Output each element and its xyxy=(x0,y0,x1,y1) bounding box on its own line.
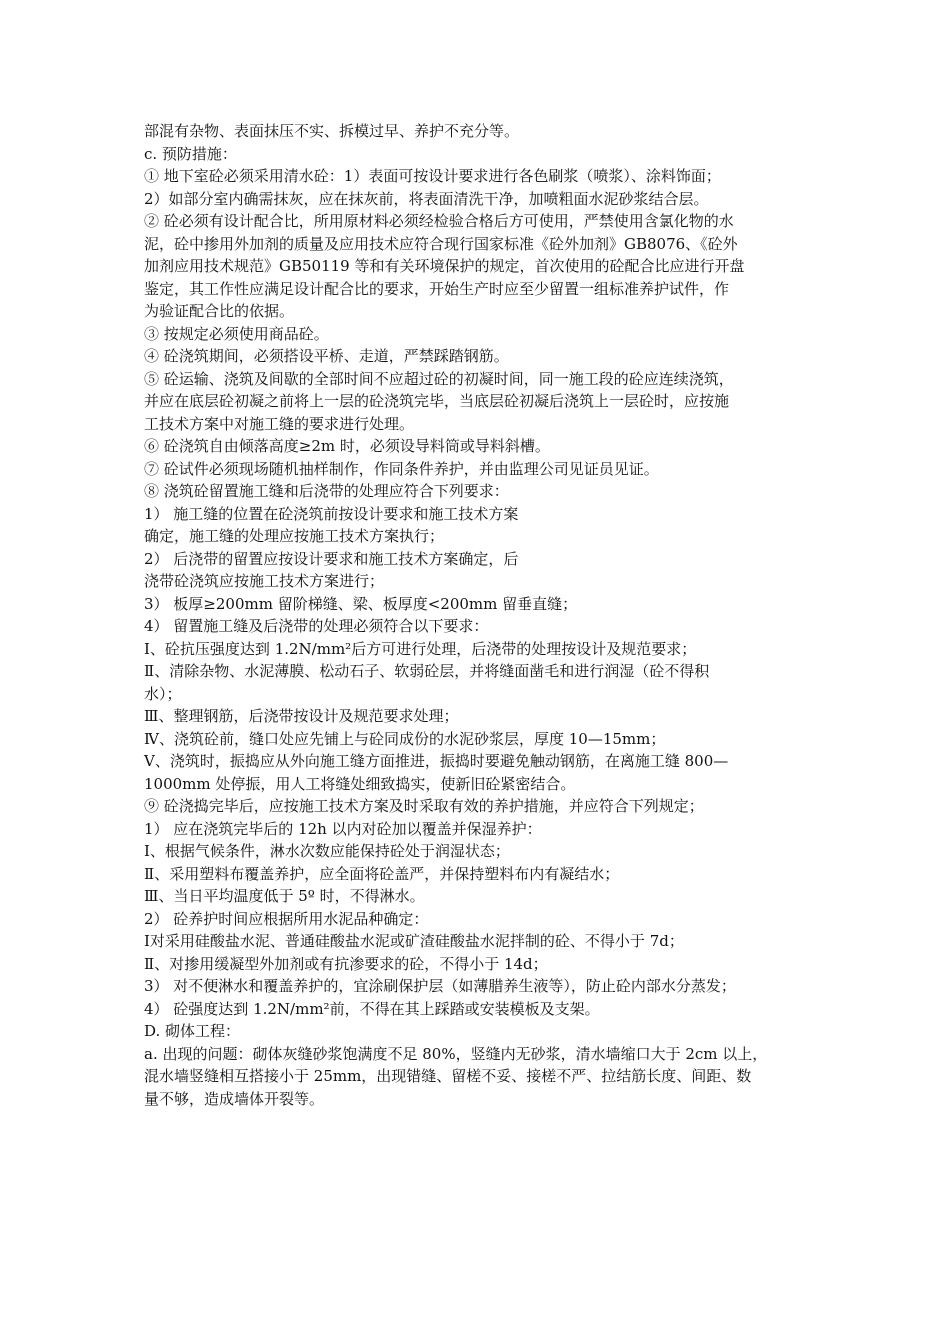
text-line: Ⅱ、对掺用缓凝型外加剂或有抗渗要求的砼，不得小于 14d； xyxy=(144,954,548,973)
text-line: 混水墙竖缝相互搭接小于 25mm，出现错缝、留槎不妥、接槎不严、拉结筋长度、间距、数 xyxy=(144,1067,752,1085)
text-line: 泥，砼中掺用外加剂的质量及应用技术应符合现行国家标准《砼外加剂》GB8076、《砼外 xyxy=(144,234,738,253)
text-line: Ⅴ、浇筑时，振捣应从外向施工缝方面推进，振捣时要避免触动钢筋，在离施工缝 800— xyxy=(144,752,729,770)
text-line: 1000mm 处停振，用人工将缝处细致捣实，使新旧砼紧密结合。 xyxy=(144,774,576,793)
text-line: Ⅲ、当日平均温度低于 5º 时，不得淋水。 xyxy=(144,887,425,905)
text-line: ① 地下室砼必须采用清水砼：1）表面可按设计要求进行各色刷浆（喷浆）、涂料饰面； xyxy=(144,167,721,185)
text-line: 量不够，造成墙体开裂等。 xyxy=(144,1089,325,1108)
text-line: 部混有杂物、表面抹压不实、拆模过早、养护不充分等。 xyxy=(144,122,520,140)
text-line: Ⅱ、采用塑料布覆盖养护，应全面将砼盖严，并保持塑料布内有凝结水； xyxy=(144,864,620,883)
text-line: 3） 对不便淋水和覆盖养护的，宜涂刷保护层（如薄腊养生液等），防止砼内部水分蒸发； xyxy=(144,977,736,995)
text-line: ② 砼必须有设计配合比，所用原材料必须经检验合格后方可使用，严禁使用含氯化物的水 xyxy=(144,212,734,230)
text-line: 为验证配合比的依据。 xyxy=(144,302,295,320)
text-line: Ⅰ、砼抗压强度达到 1.2N/mm²后方可进行处理，后浇带的处理按设计及规范要求； xyxy=(144,639,697,658)
document-body xyxy=(144,120,814,1110)
text-line: 3） 板厚≥200mm 留阶梯缝、梁、板厚度<200mm 留垂直缝； xyxy=(144,594,578,613)
text-line: 加剂应用技术规范》GB50119 等和有关环境保护的规定，首次使用的砼配合比应进行开盘 xyxy=(144,257,745,275)
text-line: 确定，施工缝的处理应按施工技术方案执行； xyxy=(144,527,445,545)
text-line: Ⅰ、根据气候条件，淋水次数应能保持砼处于润湿状态； xyxy=(144,842,510,860)
text-line: 水）； xyxy=(144,684,182,703)
text-line: ⑥ 砼浇筑自由倾落高度≥2m 时，必须设导料筒或导料斜槽。 xyxy=(144,437,550,455)
text-line: 浇带砼浇筑应按施工技术方案进行； xyxy=(144,572,385,590)
text-line: ④ 砼浇筑期间，必须搭设平桥、走道，严禁踩踏钢筋。 xyxy=(144,347,509,365)
text-line: D. 砌体工程： xyxy=(144,1022,241,1040)
text-line: 并应在底层砼初凝之前将上一层的砼浇筑完毕，当底层砼初凝后浇筑上一层砼时，应按施 xyxy=(144,392,730,410)
text-line: 工技术方案中对施工缝的要求进行处理。 xyxy=(144,414,415,433)
text-line: ⑤ 砼运输、浇筑及间歇的全部时间不应超过砼的初凝时间，同一施工段的砼应连续浇筑， xyxy=(144,369,734,388)
text-line: a. 出现的问题：砌体灰缝砂浆饱满度不足 80%，竖缝内无砂浆，清水墙缩口大于 2cm 以上， xyxy=(144,1044,768,1063)
text-line: ⑨ 砼浇捣完毕后，应按施工技术方案及时采取有效的养护措施，并应符合下列规定； xyxy=(144,797,704,815)
text-line: 4） 留置施工缝及后浇带的处理必须符合以下要求： xyxy=(144,617,489,635)
text-line: ③ 按规定必须使用商品砼。 xyxy=(144,324,329,343)
text-line: 1） 应在浇筑完毕后的 12h 以内对砼加以覆盖并保湿养护： xyxy=(144,819,542,838)
text-line: Ⅲ、整理钢筋，后浇带按设计及规范要求处理； xyxy=(144,707,459,725)
text-line: 1） 施工缝的位置在砼浇筑前按设计要求和施工技术方案 xyxy=(144,504,519,523)
text-line: 2） 砼养护时间应根据所用水泥品种确定： xyxy=(144,909,429,928)
text-line: 2） 后浇带的留置应按设计要求和施工技术方案确定，后 xyxy=(144,549,519,568)
text-line: ⑧ 浇筑砼留置施工缝和后浇带的处理应符合下列要求： xyxy=(144,482,509,500)
text-line: Ⅱ、清除杂物、水泥薄膜、松动石子、软弱砼层，并将缝面凿毛和进行润湿（砼不得积 xyxy=(144,662,710,680)
text-line: c. 预防措施： xyxy=(144,144,237,163)
text-line: ⑦ 砼试件必须现场随机抽样制作，作同条件养护，并由监理公司见证员见证。 xyxy=(144,459,659,478)
text-line: Ⅳ、浇筑砼前，缝口处应先铺上与砼同成份的水泥砂浆层，厚度 10—15mm； xyxy=(144,729,666,748)
text-line: 2）如部分室内确需抹灰，应在抹灰前，将表面清洗干净，加喷粗面水泥砂浆结合层。 xyxy=(144,189,709,208)
text-line: 鉴定，其工作性应满足设计配合比的要求，开始生产时应至少留置一组标准养护试件，作 xyxy=(144,279,730,298)
text-line: Ⅰ对采用硅酸盐水泥、普通硅酸盐水泥或矿渣硅酸盐水泥拌制的砼、不得小于 7d； xyxy=(144,932,684,950)
text-line: 4） 砼强度达到 1.2N/mm²前，不得在其上踩踏或安装模板及支架。 xyxy=(144,999,600,1018)
